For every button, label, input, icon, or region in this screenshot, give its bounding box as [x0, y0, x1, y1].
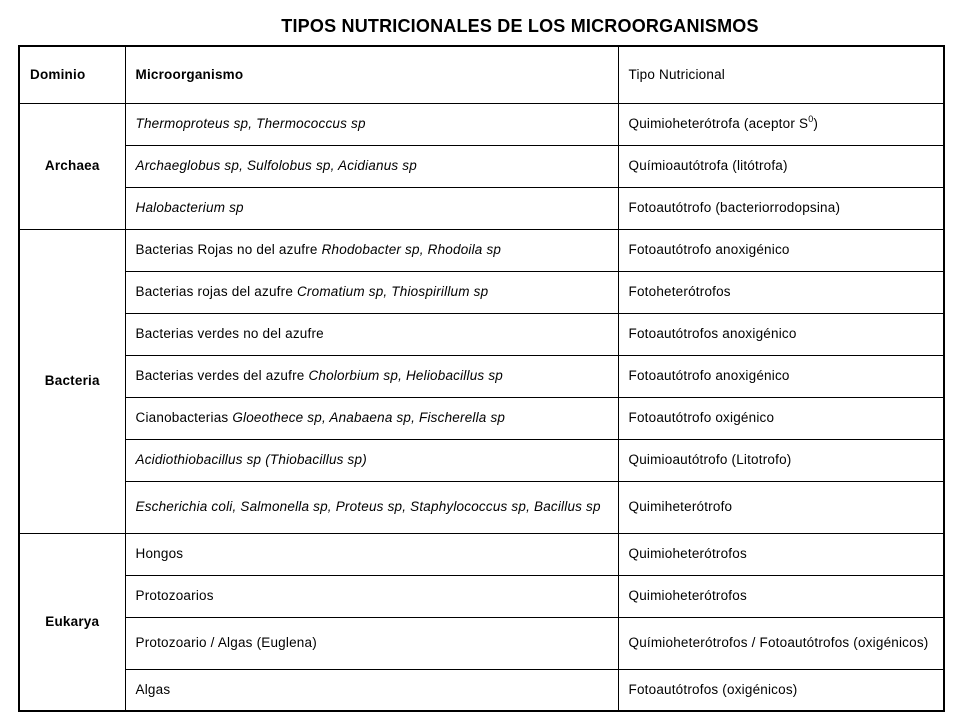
- nutritional-type-cell: [618, 103, 944, 145]
- nutritional-type-text: Fotoautótrofos (oxigénicos): [628, 681, 798, 697]
- domain-archaea: Archaea: [19, 103, 125, 229]
- organism-text: Protozoario / Algas (Euglena): [135, 635, 317, 650]
- nutritional-type-text: Quimioautótrofo (Litotrofo): [628, 452, 792, 467]
- table-row: [19, 229, 944, 271]
- organism-cell: [125, 669, 618, 711]
- table-row: [19, 103, 944, 145]
- nutritional-type-text: Fotoautótrofos anoxigénico: [628, 326, 797, 341]
- organism-cell: [125, 271, 618, 313]
- organism-text: Bacterias Rojas no del azufre: [135, 242, 322, 257]
- nutritional-type-text: Fotoautótrofo oxigénico: [628, 410, 775, 425]
- header-organism: Microorganismo: [125, 46, 618, 103]
- nutritional-type-text: Fotoautótrofo (bacteriorrodopsina): [628, 200, 841, 215]
- organism-cell: [125, 481, 618, 533]
- organism-name-italic: Cholorbium sp, Heliobacillus sp: [308, 368, 503, 383]
- organism-text: Protozoarios: [135, 588, 214, 603]
- organism-cell: [125, 439, 618, 481]
- nutritional-type-cell: [618, 533, 944, 575]
- organism-text: Bacterias verdes no del azufre: [135, 326, 324, 341]
- nutritional-type-text: Quimioheterótrofos: [628, 546, 747, 561]
- header-row: [19, 46, 944, 103]
- organism-cell: [125, 103, 618, 145]
- table-row: [19, 187, 944, 229]
- table-row: [19, 575, 944, 617]
- organism-name-italic: Halobacterium sp: [135, 200, 244, 215]
- domain-bacteria: Bacteria: [19, 229, 125, 533]
- organism-cell: [125, 229, 618, 271]
- organism-cell: [125, 397, 618, 439]
- nutritional-type-cell: [618, 617, 944, 669]
- organism-cell: [125, 617, 618, 669]
- nutritional-type-cell: [618, 669, 944, 711]
- organism-text: Bacterias rojas del azufre: [135, 284, 297, 299]
- organism-cell: [125, 313, 618, 355]
- organism-text: Algas: [135, 681, 171, 697]
- table-row: [19, 313, 944, 355]
- nutritional-type-cell: [618, 229, 944, 271]
- nutritional-type-text: Fotoheterótrofos: [628, 284, 731, 299]
- nutritional-type-cell: [618, 313, 944, 355]
- organism-text: Cianobacterias: [135, 410, 233, 425]
- table-row: [19, 397, 944, 439]
- nutritional-type-tail: ): [813, 116, 819, 131]
- nutritional-type-text: Fotoautótrofo anoxigénico: [628, 368, 790, 383]
- organism-text: Bacterias verdes del azufre: [135, 368, 309, 383]
- organism-cell: [125, 145, 618, 187]
- table-row: [19, 271, 944, 313]
- organism-cell: [125, 575, 618, 617]
- nutritional-type-cell: [618, 481, 944, 533]
- nutritional-type-cell: [618, 439, 944, 481]
- nutritional-type-cell: [618, 397, 944, 439]
- superscript: 0: [808, 113, 814, 124]
- organism-name-italic: Gloeothece sp, Anabaena sp, Fischerella sp: [232, 410, 506, 425]
- nutritional-type-text: Quimiheterótrofo: [628, 499, 733, 514]
- table-row: [19, 669, 944, 711]
- domain-eukarya: Eukarya: [19, 533, 125, 711]
- organism-name-italic: Thermoproteus sp, Thermococcus sp: [135, 116, 366, 131]
- nutritional-type-cell: [618, 145, 944, 187]
- header-domain: Dominio: [19, 46, 125, 103]
- nutritional-type-text: Quimioheterótrofa (aceptor S: [628, 116, 809, 131]
- nutritional-type-cell: [618, 271, 944, 313]
- table-row: [19, 355, 944, 397]
- organism-text: Hongos: [135, 546, 184, 561]
- nutritional-type-text: Quimioheterótrofos: [628, 588, 747, 603]
- header-nutritional-type: Tipo Nutricional: [618, 46, 944, 103]
- organism-name-italic: Archaeglobus sp, Sulfolobus sp, Acidianus sp: [135, 158, 417, 173]
- table-row: [19, 481, 944, 533]
- organism-name-italic: Rhodobacter sp, Rhodoila sp: [321, 242, 502, 257]
- table-row: [19, 145, 944, 187]
- nutritional-type-text: Químioautótrofa (litótrofa): [628, 158, 788, 173]
- organism-cell: [125, 187, 618, 229]
- table-row: [19, 439, 944, 481]
- organism-name-italic: Cromatium sp, Thiospirillum sp: [296, 284, 489, 299]
- organism-name-italic: Acidiothiobacillus sp (Thiobacillus sp): [135, 452, 367, 467]
- organism-cell: [125, 355, 618, 397]
- nutritional-type-cell: [618, 575, 944, 617]
- organism-name-italic: Escherichia coli, Salmonella sp, Proteus sp, Staphylococcus sp, Bacillus sp: [135, 499, 601, 514]
- organism-cell: [125, 533, 618, 575]
- nutritional-type-cell: [618, 187, 944, 229]
- nutritional-type-text: Fotoautótrofo anoxigénico: [628, 242, 790, 257]
- table-row: [19, 617, 944, 669]
- nutritional-type-cell: [618, 355, 944, 397]
- nutritional-types-table: [18, 45, 945, 712]
- page-title: TIPOS NUTRICIONALES DE LOS MICROORGANISMOS: [281, 16, 759, 36]
- table-row: [19, 533, 944, 575]
- nutritional-type-text: Químioheterótrofos / Fotoautótrofos (oxigénicos): [628, 635, 929, 650]
